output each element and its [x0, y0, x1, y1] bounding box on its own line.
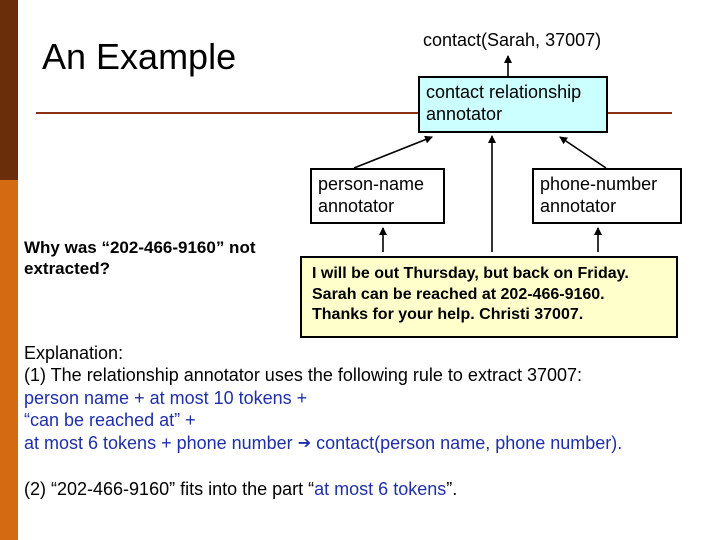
rule-line-3 — [24, 432, 714, 456]
question-text: Why was “202-466-9160” not extracted? — [24, 238, 256, 278]
right-arrow-icon: ➔ — [297, 434, 312, 452]
rule-line-1: person name + at most 10 tokens + — [24, 387, 308, 408]
phone-number-annotator-label: phone-number annotator — [540, 174, 658, 216]
explanation-line-2-end: ”. — [446, 479, 458, 500]
rule-line-2: “can be reached at” + — [24, 410, 196, 431]
explanation-heading: Explanation: — [24, 343, 124, 363]
arrow-person-to-relationship — [354, 137, 432, 168]
input-text-line: Thanks for your help. Christi 37007. — [312, 306, 584, 323]
explanation-line-2-highlight: at most 6 tokens — [314, 479, 447, 500]
explanation-line-2-start: (2) “202-466-9160” fits into the part “ — [24, 479, 315, 500]
input-text-line: Sarah can be reached at 202-466-9160. — [312, 285, 605, 303]
person-name-annotator-label: person-name annotator — [318, 174, 425, 216]
explanation-line-1: (1) The relationship annotator uses the following rule to extract 37007: — [24, 365, 582, 386]
arrow-phone-to-relationship — [560, 137, 606, 168]
spacer — [24, 456, 714, 478]
rule-line-3-right: contact(person name, phone number). — [316, 432, 623, 453]
slide-title: An Example — [42, 36, 237, 77]
output-label: contact(Sarah, 37007) — [423, 30, 602, 50]
rule-line-3-left: at most 6 tokens + phone number — [24, 432, 293, 453]
explanation-block — [24, 342, 714, 500]
input-text-line: I will be out Thursday, but back on Friday. — [312, 265, 629, 282]
explanation-line-2 — [24, 478, 714, 500]
relationship-annotator-label: contact relationship annotator — [426, 82, 582, 124]
